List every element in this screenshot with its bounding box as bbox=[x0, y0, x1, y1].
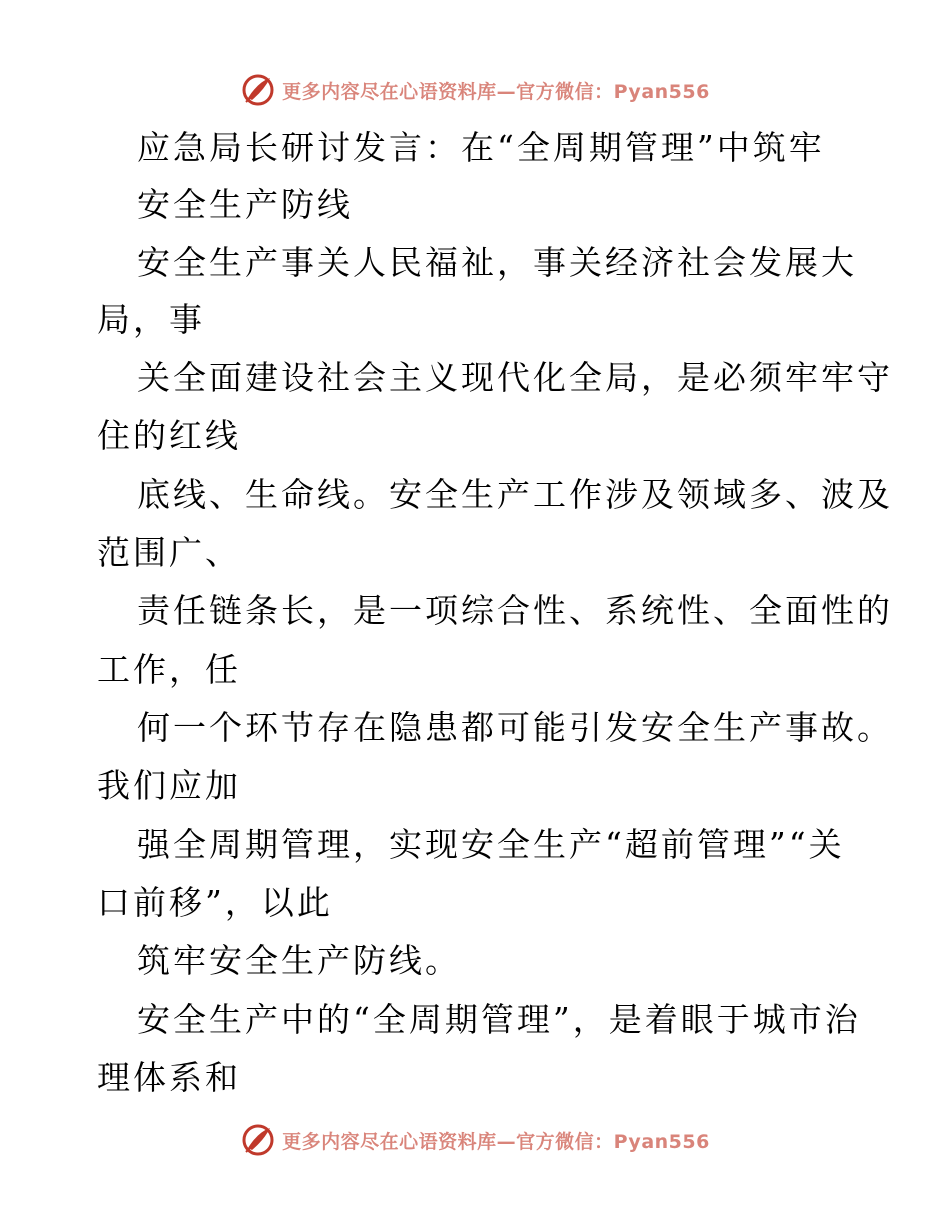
paragraph-line: 范围广、 bbox=[97, 533, 241, 572]
document-title-line-1: 应急局长研讨发言：在“全周期管理”中筑牢 bbox=[137, 128, 825, 167]
paragraph-line: 何一个环节存在隐患都可能引发安全生产事故。 bbox=[137, 708, 893, 747]
footer-banner bbox=[0, 1120, 950, 1160]
paragraph-line: 住的红线 bbox=[97, 416, 241, 455]
paragraph-line: 安全生产中的“全周期管理”，是着眼于城市治 bbox=[137, 1000, 861, 1039]
header-banner bbox=[0, 70, 950, 110]
quill-logo-icon bbox=[240, 72, 276, 108]
paragraph-line: 责任链条长，是一项综合性、系统性、全面性的 bbox=[137, 591, 893, 630]
paragraph-line: 底线、生命线。安全生产工作涉及领域多、波及 bbox=[137, 475, 893, 514]
header-banner-text: 更多内容尽在心语资料库—官方微信：Pyan556 bbox=[282, 80, 710, 103]
paragraph-line: 筑牢安全生产防线。 bbox=[137, 941, 461, 980]
quill-logo-icon bbox=[240, 1122, 276, 1158]
footer-banner-text: 更多内容尽在心语资料库—官方微信：Pyan556 bbox=[282, 1130, 710, 1153]
paragraph-line: 口前移”，以此 bbox=[97, 883, 333, 922]
paragraph-line: 关全面建设社会主义现代化全局，是必须牢牢守 bbox=[137, 358, 893, 397]
document-title-line-2: 安全生产防线 bbox=[137, 185, 353, 224]
paragraph-line: 我们应加 bbox=[97, 766, 241, 805]
paragraph-line: 局，事 bbox=[97, 300, 205, 339]
paragraph-line: 强全周期管理，实现安全生产“超前管理”“关 bbox=[137, 825, 845, 864]
paragraph-line: 工作，任 bbox=[97, 650, 241, 689]
paragraph-line: 理体系和 bbox=[97, 1058, 241, 1097]
paragraph-line: 安全生产事关人民福祉，事关经济社会发展大 bbox=[137, 243, 857, 282]
